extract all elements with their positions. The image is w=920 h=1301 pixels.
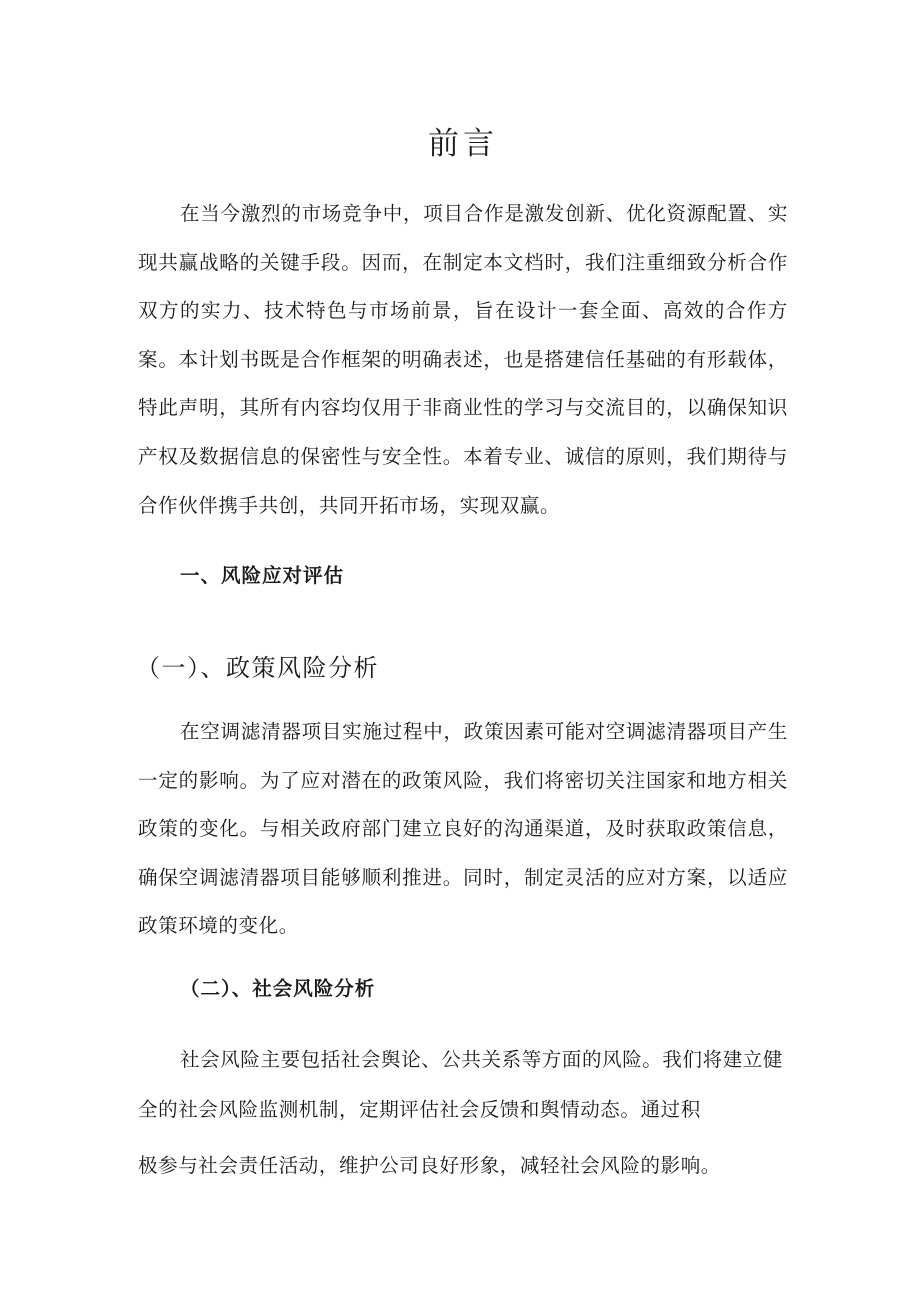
page-title: 前言 [428,126,498,162]
social-risk-line-2: 全的社会风险监测机制，定期评估社会反馈和舆情动态。通过积 [138,1098,701,1121]
subsection-heading-social-risk: （二）、社会风险分析 [180,977,376,1000]
intro-paragraph: 在当今激烈的市场竞争中，项目合作是激发创新、优化资源配置、实现共赢战略的关键手段。因而，在制定本文档时，我们注重细致分析合作双方的实力、技术特色与市场前景，旨在设计一套全面、高效的合作方案。本计划书既是合作框架的明确表述，也是搭建信任基础的有形载体，特此声明，其所有内容均仅用于非商业性的学习与交流目的，以确保知识产权及数据信息的保密性与安全性。本着专业、诚信的原则，我们期待与合作伙伴携手共创，共同开拓市场，实现双赢。 [138,202,788,517]
policy-risk-paragraph: 在空调滤清器项目实施过程中，政策因素可能对空调滤清器项目产生一定的影响。为了应对潜在的政策风险，我们将密切关注国家和地方相关政策的变化。与相关政府部门建立良好的沟通渠道，及时获取政策信息，确保空调滤清器项目能够顺利推进。同时，制定灵活的应对方案，以适应政策环境的变化。 [138,720,788,938]
subsection-heading-policy-risk: （一）、政策风险分析 [136,654,379,682]
social-risk-line-1: 社会风险主要包括社会舆论、公共关系等方面的风险。我们将建立健 [180,1048,784,1071]
social-risk-line-3: 极参与社会责任活动，维护公司良好形象，减轻社会风险的影响。 [138,1154,721,1177]
section-heading-risk-response: 一、风险应对评估 [180,564,345,587]
